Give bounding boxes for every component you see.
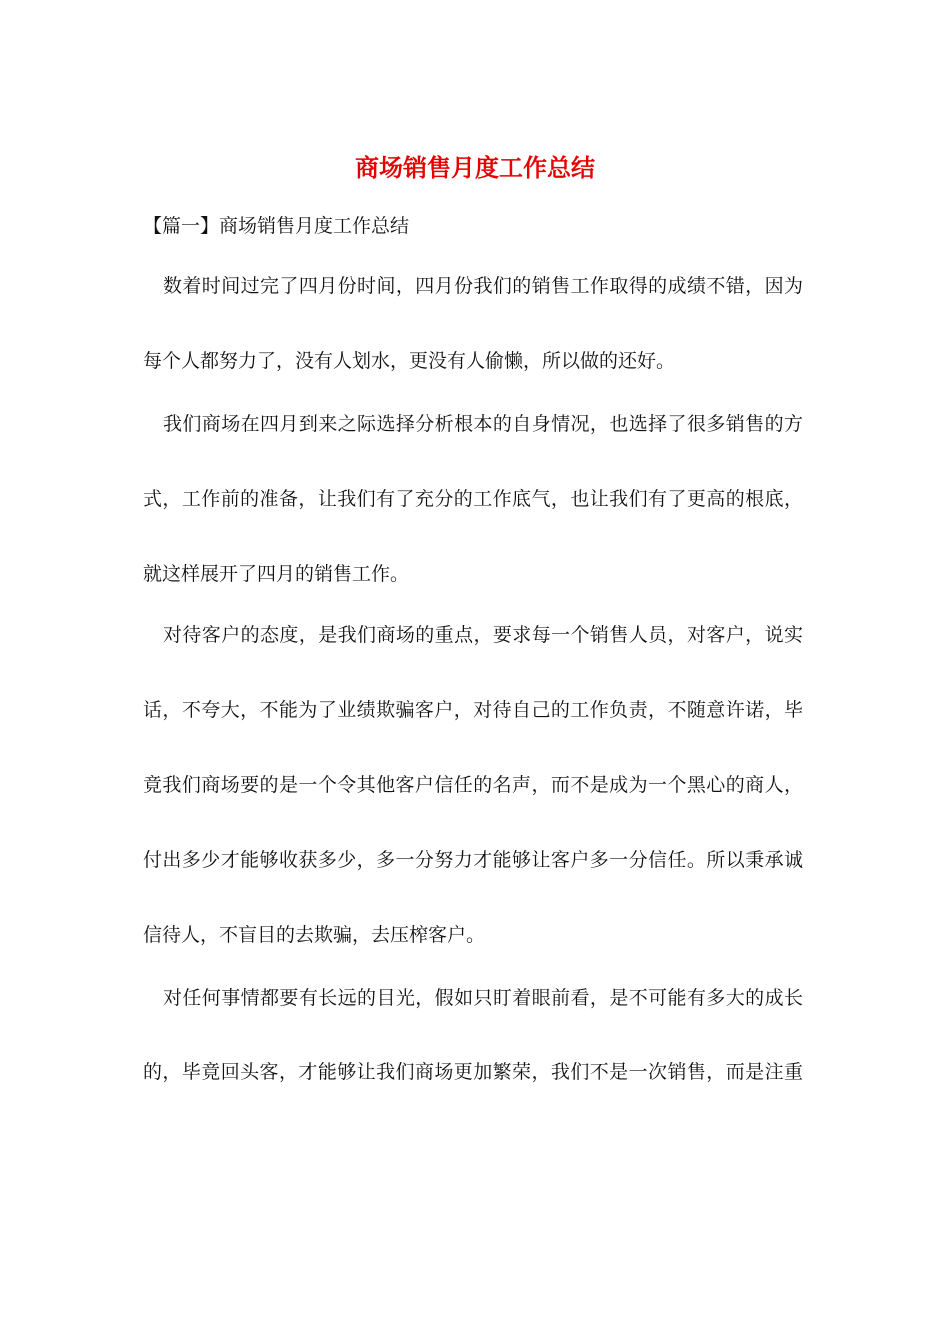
paragraph-line: 竟我们商场要的是一个令其他客户信任的名声，而不是成为一个黑心的商人，	[143, 774, 803, 796]
paragraph-line: 对待客户的态度，是我们商场的重点，要求每一个销售人员，对客户，说实	[163, 624, 803, 646]
paragraph-line: 付出多少才能够收获多少，多一分努力才能够让客户多一分信任。所以秉承诚	[143, 849, 803, 871]
paragraph-line: 对任何事情都要有长远的目光，假如只盯着眼前看，是不可能有多大的成长	[163, 987, 803, 1009]
paragraph-line: 信待人，不盲目的去欺骗，去压榨客户。	[143, 924, 486, 946]
paragraph-line: 的，毕竟回头客，才能够让我们商场更加繁荣，我们不是一次销售，而是注重	[143, 1061, 803, 1083]
paragraph-line: 就这样展开了四月的销售工作。	[143, 563, 410, 585]
section-heading: 【篇一】商场销售月度工作总结	[143, 215, 410, 237]
paragraph-line: 每个人都努力了，没有人划水，更没有人偷懒，所以做的还好。	[143, 350, 676, 372]
paragraph-line: 话，不夸大，不能为了业绩欺骗客户，对待自己的工作负责，不随意许诺，毕	[143, 699, 803, 721]
paragraph-line: 我们商场在四月到来之际选择分析根本的自身情况，也选择了很多销售的方	[163, 413, 803, 435]
document-title: 商场销售月度工作总结	[355, 153, 595, 182]
paragraph-line: 式，工作前的准备，让我们有了充分的工作底气，也让我们有了更高的根底，	[143, 488, 803, 510]
paragraph-line: 数着时间过完了四月份时间，四月份我们的销售工作取得的成绩不错，因为	[163, 275, 803, 297]
